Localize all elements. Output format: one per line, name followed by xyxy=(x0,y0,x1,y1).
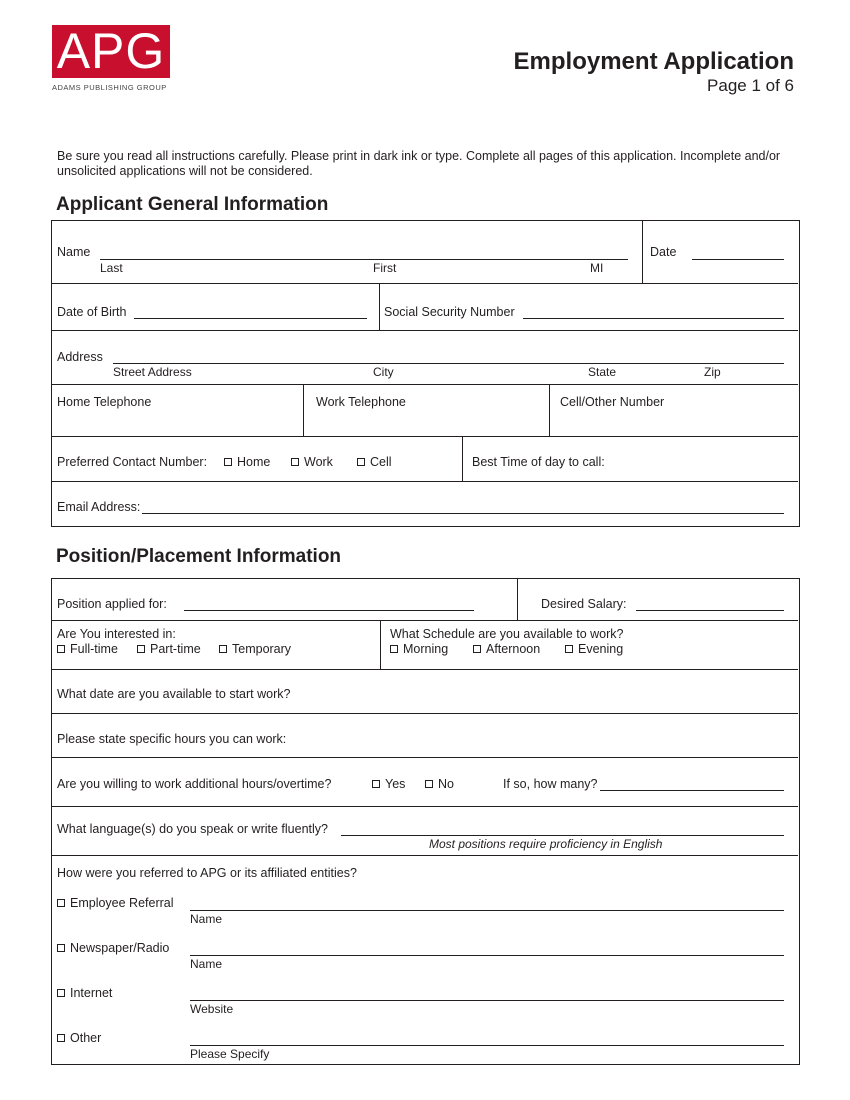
name-field[interactable] xyxy=(100,259,628,260)
interested-in-label: Are You interested in: xyxy=(57,627,176,641)
checkbox-icon xyxy=(565,645,573,653)
referral-newspaper-field[interactable] xyxy=(190,955,784,956)
position-applied-field[interactable] xyxy=(184,610,474,611)
checkbox-icon xyxy=(390,645,398,653)
checkbox-icon xyxy=(57,944,65,952)
checkbox-icon xyxy=(219,645,227,653)
language-note: Most positions require proficiency in English xyxy=(429,837,663,851)
preferred-contact-label: Preferred Contact Number: xyxy=(57,455,208,469)
page-title: Employment Application xyxy=(513,48,794,75)
email-label: Email Address: xyxy=(57,500,141,514)
address-field[interactable] xyxy=(113,363,784,364)
section-heading-general: Applicant General Information xyxy=(56,194,329,215)
work-telephone-label: Work Telephone xyxy=(316,395,406,409)
section-heading-position: Position/Placement Information xyxy=(56,546,342,567)
evening-checkbox[interactable]: Evening xyxy=(565,642,623,656)
general-info-table xyxy=(51,220,800,527)
name-first-caption: First xyxy=(373,261,397,275)
ssn-label: Social Security Number xyxy=(384,305,515,319)
logo-subtitle: ADAMS PUBLISHING GROUP xyxy=(52,83,167,92)
logo: APG xyxy=(56,23,166,79)
referral-employee-caption: Name xyxy=(190,912,223,926)
date-label: Date xyxy=(650,245,677,259)
overtime-label: Are you willing to work additional hours/overtime? xyxy=(57,777,332,791)
pref-home-checkbox[interactable]: Home xyxy=(224,455,270,469)
checkbox-icon xyxy=(57,645,65,653)
checkbox-icon xyxy=(372,780,380,788)
page-indicator: Page 1 of 6 xyxy=(707,76,794,95)
position-info-table xyxy=(51,578,800,1065)
dob-label: Date of Birth xyxy=(57,305,127,319)
pref-work-checkbox[interactable]: Work xyxy=(291,455,333,469)
referral-other-field[interactable] xyxy=(190,1045,784,1046)
cell-number-label: Cell/Other Number xyxy=(560,395,665,409)
name-last-caption: Last xyxy=(100,261,123,275)
home-telephone-label: Home Telephone xyxy=(57,395,152,409)
checkbox-icon xyxy=(425,780,433,788)
checkbox-icon xyxy=(473,645,481,653)
desired-salary-label: Desired Salary: xyxy=(541,597,627,611)
address-state-caption: State xyxy=(588,365,617,379)
checkbox-icon xyxy=(137,645,145,653)
address-city-caption: City xyxy=(373,365,394,379)
referral-label: How were you referred to APG or its affiliated entities? xyxy=(57,866,357,880)
overtime-yes-checkbox[interactable]: Yes xyxy=(372,777,405,791)
afternoon-checkbox[interactable]: Afternoon xyxy=(473,642,540,656)
how-many-field[interactable] xyxy=(600,790,784,791)
referral-internet-checkbox[interactable]: Internet xyxy=(57,986,112,1000)
checkbox-icon xyxy=(57,899,65,907)
how-many-label: If so, how many? xyxy=(503,777,598,791)
parttime-checkbox[interactable]: Part-time xyxy=(137,642,201,656)
schedule-label: What Schedule are you available to work? xyxy=(390,627,624,641)
name-mi-caption: MI xyxy=(590,261,604,275)
referral-employee-checkbox[interactable]: Employee Referral xyxy=(57,896,174,910)
checkbox-icon xyxy=(291,458,299,466)
checkbox-icon xyxy=(57,1034,65,1042)
dob-field[interactable] xyxy=(134,318,367,319)
hours-label: Please state specific hours you can work: xyxy=(57,732,287,746)
referral-internet-caption: Website xyxy=(190,1002,234,1016)
temporary-checkbox[interactable]: Temporary xyxy=(219,642,291,656)
date-field[interactable] xyxy=(692,259,784,260)
language-field[interactable] xyxy=(341,835,784,836)
instructions: Be sure you read all instructions carefully. Please print in dark ink or type. Complete all pages of this application. Incomplete and/or unsolicited applications will not be considered. xyxy=(57,149,781,178)
position-applied-label: Position applied for: xyxy=(57,597,167,611)
name-label: Name xyxy=(57,245,91,259)
referral-other-caption: Please Specify xyxy=(190,1047,270,1061)
checkbox-icon xyxy=(224,458,232,466)
referral-employee-field[interactable] xyxy=(190,910,784,911)
overtime-no-checkbox[interactable]: No xyxy=(425,777,454,791)
address-zip-caption: Zip xyxy=(704,365,721,379)
best-time-label: Best Time of day to call: xyxy=(472,455,605,469)
checkbox-icon xyxy=(357,458,365,466)
language-label: What language(s) do you speak or write fluently? xyxy=(57,822,328,836)
desired-salary-field[interactable] xyxy=(636,610,784,611)
start-date-label: What date are you available to start work? xyxy=(57,687,291,701)
fulltime-checkbox[interactable]: Full-time xyxy=(57,642,118,656)
address-street-caption: Street Address xyxy=(113,365,192,379)
email-field[interactable] xyxy=(142,513,784,514)
referral-other-checkbox[interactable]: Other xyxy=(57,1031,101,1045)
ssn-field[interactable] xyxy=(523,318,784,319)
referral-newspaper-checkbox[interactable]: Newspaper/Radio xyxy=(57,941,169,955)
referral-newspaper-caption: Name xyxy=(190,957,223,971)
pref-cell-checkbox[interactable]: Cell xyxy=(357,455,392,469)
referral-internet-field[interactable] xyxy=(190,1000,784,1001)
checkbox-icon xyxy=(57,989,65,997)
morning-checkbox[interactable]: Morning xyxy=(390,642,448,656)
address-label: Address xyxy=(57,350,103,364)
